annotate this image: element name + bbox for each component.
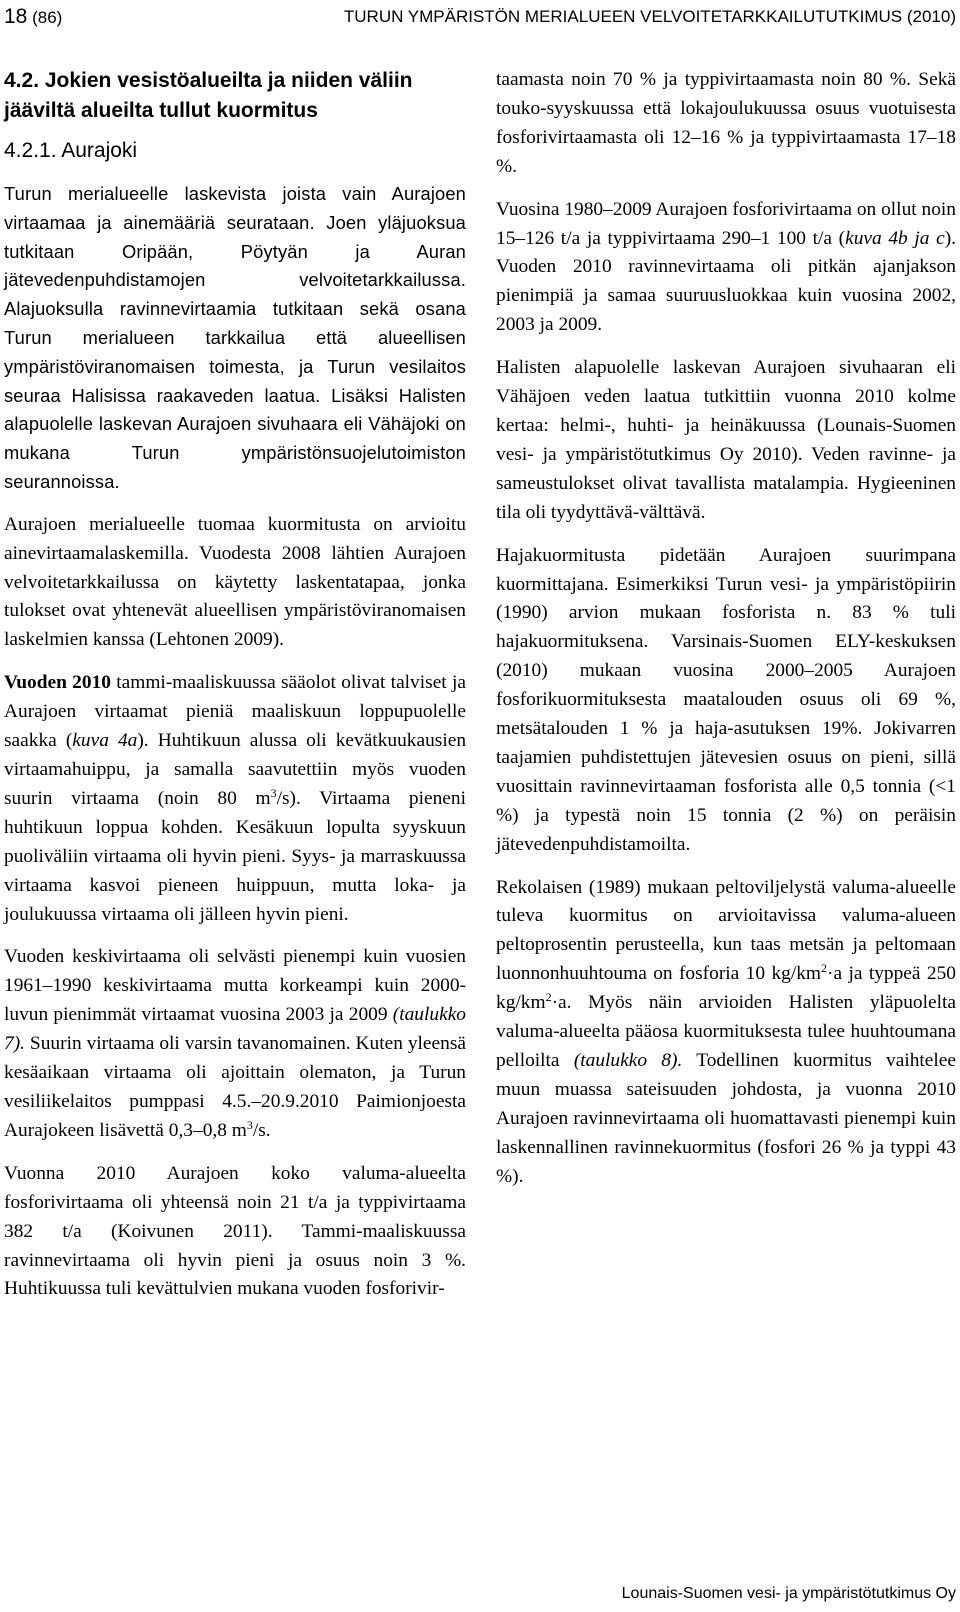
paragraph-intro: Turun merialueelle laskevista joista vain Aurajoen virtaamaa ja ainemääriä seurataan. Joen yläjuoksua tutkitaan Oripään, Pöytyän ja Auran jätevedenpuhdistamojen velvoitetarkkailussa. Alajuoksulla ravinnevirtaamia tutkitaan sekä osana Turun merialueen tarkkailua että alueellisen ympäristöviranomaisen toimesta, ja Turun vesilaitos seuraa Halisissa raakaveden laatua. Lisäksi Halisten alapuolelle laskevan Aurajoen sivuhaara eli Vähäjoki on mukana Turun ympäristönsuojelutoimiston seurannoissa. [4,183,466,492]
section-heading: 4.2. Jokien vesistöalueilta ja niiden väliin jääviltä alueilta tullut kuormitus [4,69,413,122]
superscript: 2 [821,961,827,976]
page-number-label: (86) [32,8,63,27]
year-emphasis: Vuoden 2010 [4,672,111,694]
superscript: 3 [270,785,277,800]
text-run: tammi-maaliskuussa sääolot olivat talviset ja Aurajoen virtaamat pieniä maaliskuun loppupuolelle saakka ( [4,672,466,752]
paragraph-continued: taamasta noin 70 % ja typpivirtaamasta noin 80 %. Sekä touko-syyskuussa että lokajoulukuussa osuus vuotuisesta fosforivirtaamasta oli 12–16 % ja typpivirtaamasta 17–18 %. [496,69,956,177]
table-reference: (taulukko 8). [573,1050,683,1071]
paragraph-nutrient-flow: Vuonna 2010 Aurajoen koko valuma-alueelta fosforivirtaama oli yhteensä noin 21 t/a ja typpivirtaama 382 t/a (Koivunen 2011). Tammi-maaliskuussa ravinnevirtaama oli hyvin pieni ja osuus noin 3 %. Huhtikuussa tuli kevättulvien mukana vuoden fosforivir- [4,1162,466,1300]
page-footer: Lounais-Suomen vesi- ja ympäristötutkimus Oy [621,1585,956,1602]
text-run: Vuoden keskivirtaama oli selvästi pienempi kuin vuosien 1961–1990 keskivirtaama mutta korkeampi kuin 2000-luvun pienimmät virtaamat vuosina 2003 ja 2009 [4,946,466,1026]
subsection-heading: 4.2.1. Aurajoki [4,139,138,162]
page-number [4,2,62,33]
text-run: ). Vuoden 2010 ravinnevirtaama oli pitkän ajanjakson pienimpiä ja samaa suuruusluokkaa kuin vuosina 2002, 2003 ja 2009. [496,227,956,336]
text-run: /s. [252,1119,271,1141]
superscript: 3 [246,1117,253,1132]
right-column [496,66,956,1206]
text-run: /s). Virtaama pieneni huhtikuun loppua kohden. Kesäkuun lopulta syyskuun puoliväliin virtaama oli hyvin pieni. Syys- ja marraskuussa virtaama kasvoi pieneen huippuun, mutta loka- ja joulukuussa virtaama oli jälleen hyvin pieni. [4,787,466,925]
text-run: Suurin virtaama oli varsin tavanomainen. Kuten yleensä kesäaikaan virtaama oli ajoittain olematon, ja Turun vesiliikelaitos pumppasi 4.5.–20.9.2010 Paimionjoesta Aurajokeen lisävettä 0,3–0,8 m [4,1033,466,1141]
table-reference: (taulukko 7). [4,1004,466,1055]
text-run: Rekolaisen (1989) mukaan peltoviljelystä valuma-alueelle tuleva kuormitus on arvioitavissa valuma-alueen peltoprosentin perusteella, kun taas metsän ja peltomaan luonnonhuuhtouma on fosforia 10 kg/km [496,876,956,985]
superscript: 2 [545,990,552,1005]
paragraph-history [496,196,956,341]
figure-reference: kuva 4b ja c [845,227,945,249]
text-run: ). Huhtikuun alussa oli kevätkuukausien virtaamahuippu, ja samalla saavutettiin myös vuoden suurin virtaama (noin 80 m [4,730,467,809]
page-header [4,2,956,32]
text-run: ·a ja typpeä 250 kg/km [496,963,956,1014]
page-number-value: 18 [4,5,28,28]
paragraph-diffuse-load: Hajakuormitusta pidetään Aurajoen suurimpana kuormittajana. Esimerkiksi Turun vesi- ja ympäristöpiirin (1990) arvion mukaan fosforista n. 83 % tuli hajakuormituksena. Varsinais-Suomen ELY-keskuksen (2010) mukaan vuosina 2000–2005 Aurajoen fosforikuormituksesta maatalouden osuus oli 69 %, metsätalouden 1 % ja haja-asutuksen 19%. Jokivarren taajamien puhdistettujen jätevesien osuus on pieni, sillä vuosittain ravinnevirtaaman fosforista alle 0,5 tonnia (<1 %) ja typestä noin 15 tonnia (2 %) on peräisin jätevedenpuhdistamoilta. [496,544,956,855]
text-run: ·a. Myös näin arvioiden Halisten yläpuolelta valuma-alueelta pääosa kuormituksesta tulee huuhtoumana pelloilta [496,992,956,1071]
paragraph-mean-flow [4,943,466,1145]
publication-title: TURUN YMPÄRISTÖN MERIALUEEN VELVOITETARKKAILUTUTKIMUS (2010) [343,7,956,26]
text-run: Todellinen kuormitus vaihtelee muun muassa sateisuuden johdosta, ja vuonna 2010 Aurajoen ravinnevirtaama oli huomattavasti pienempi kuin laskennallinen ravinnekuormitus (fosfori 26 % ja typpi 43 %). [496,1050,957,1187]
figure-reference: kuva 4a [72,730,138,752]
paragraph-flow-2010 [4,669,466,929]
left-column [4,66,466,1318]
paragraph-method: Aurajoen merialueelle tuomaa kuormitusta on arvioitu ainevirtaamalaskemilla. Vuodesta 2008 lähtien Aurajoen velvoitetarkkailussa on käytetty laskentatapaa, jonka tulokset ovat yhtenevät alueellisen ympäristöviranomaisen laskelmien kanssa (Lehtonen 2009). [4,513,466,651]
paragraph-vahajoki: Halisten alapuolelle laskevan Aurajoen sivuhaaran eli Vähäjoen veden laatua tutkittiin vuonna 2010 kolme kertaa: helmi-, huhti- ja heinäkuussa (Lounais-Suomen vesi- ja ympäristötutkimus Oy 2010). Veden ravinne- ja sameustulokset olivat tavallista matalampia. Hygieeninen tila oli tyydyttävä-välttävä. [496,357,956,523]
text-run: Vuosina 1980–2009 Aurajoen fosforivirtaama on ollut noin 15–126 t/a ja typpivirtaama 290–1 100 t/a ( [496,198,956,249]
paragraph-field-load [496,874,956,1192]
